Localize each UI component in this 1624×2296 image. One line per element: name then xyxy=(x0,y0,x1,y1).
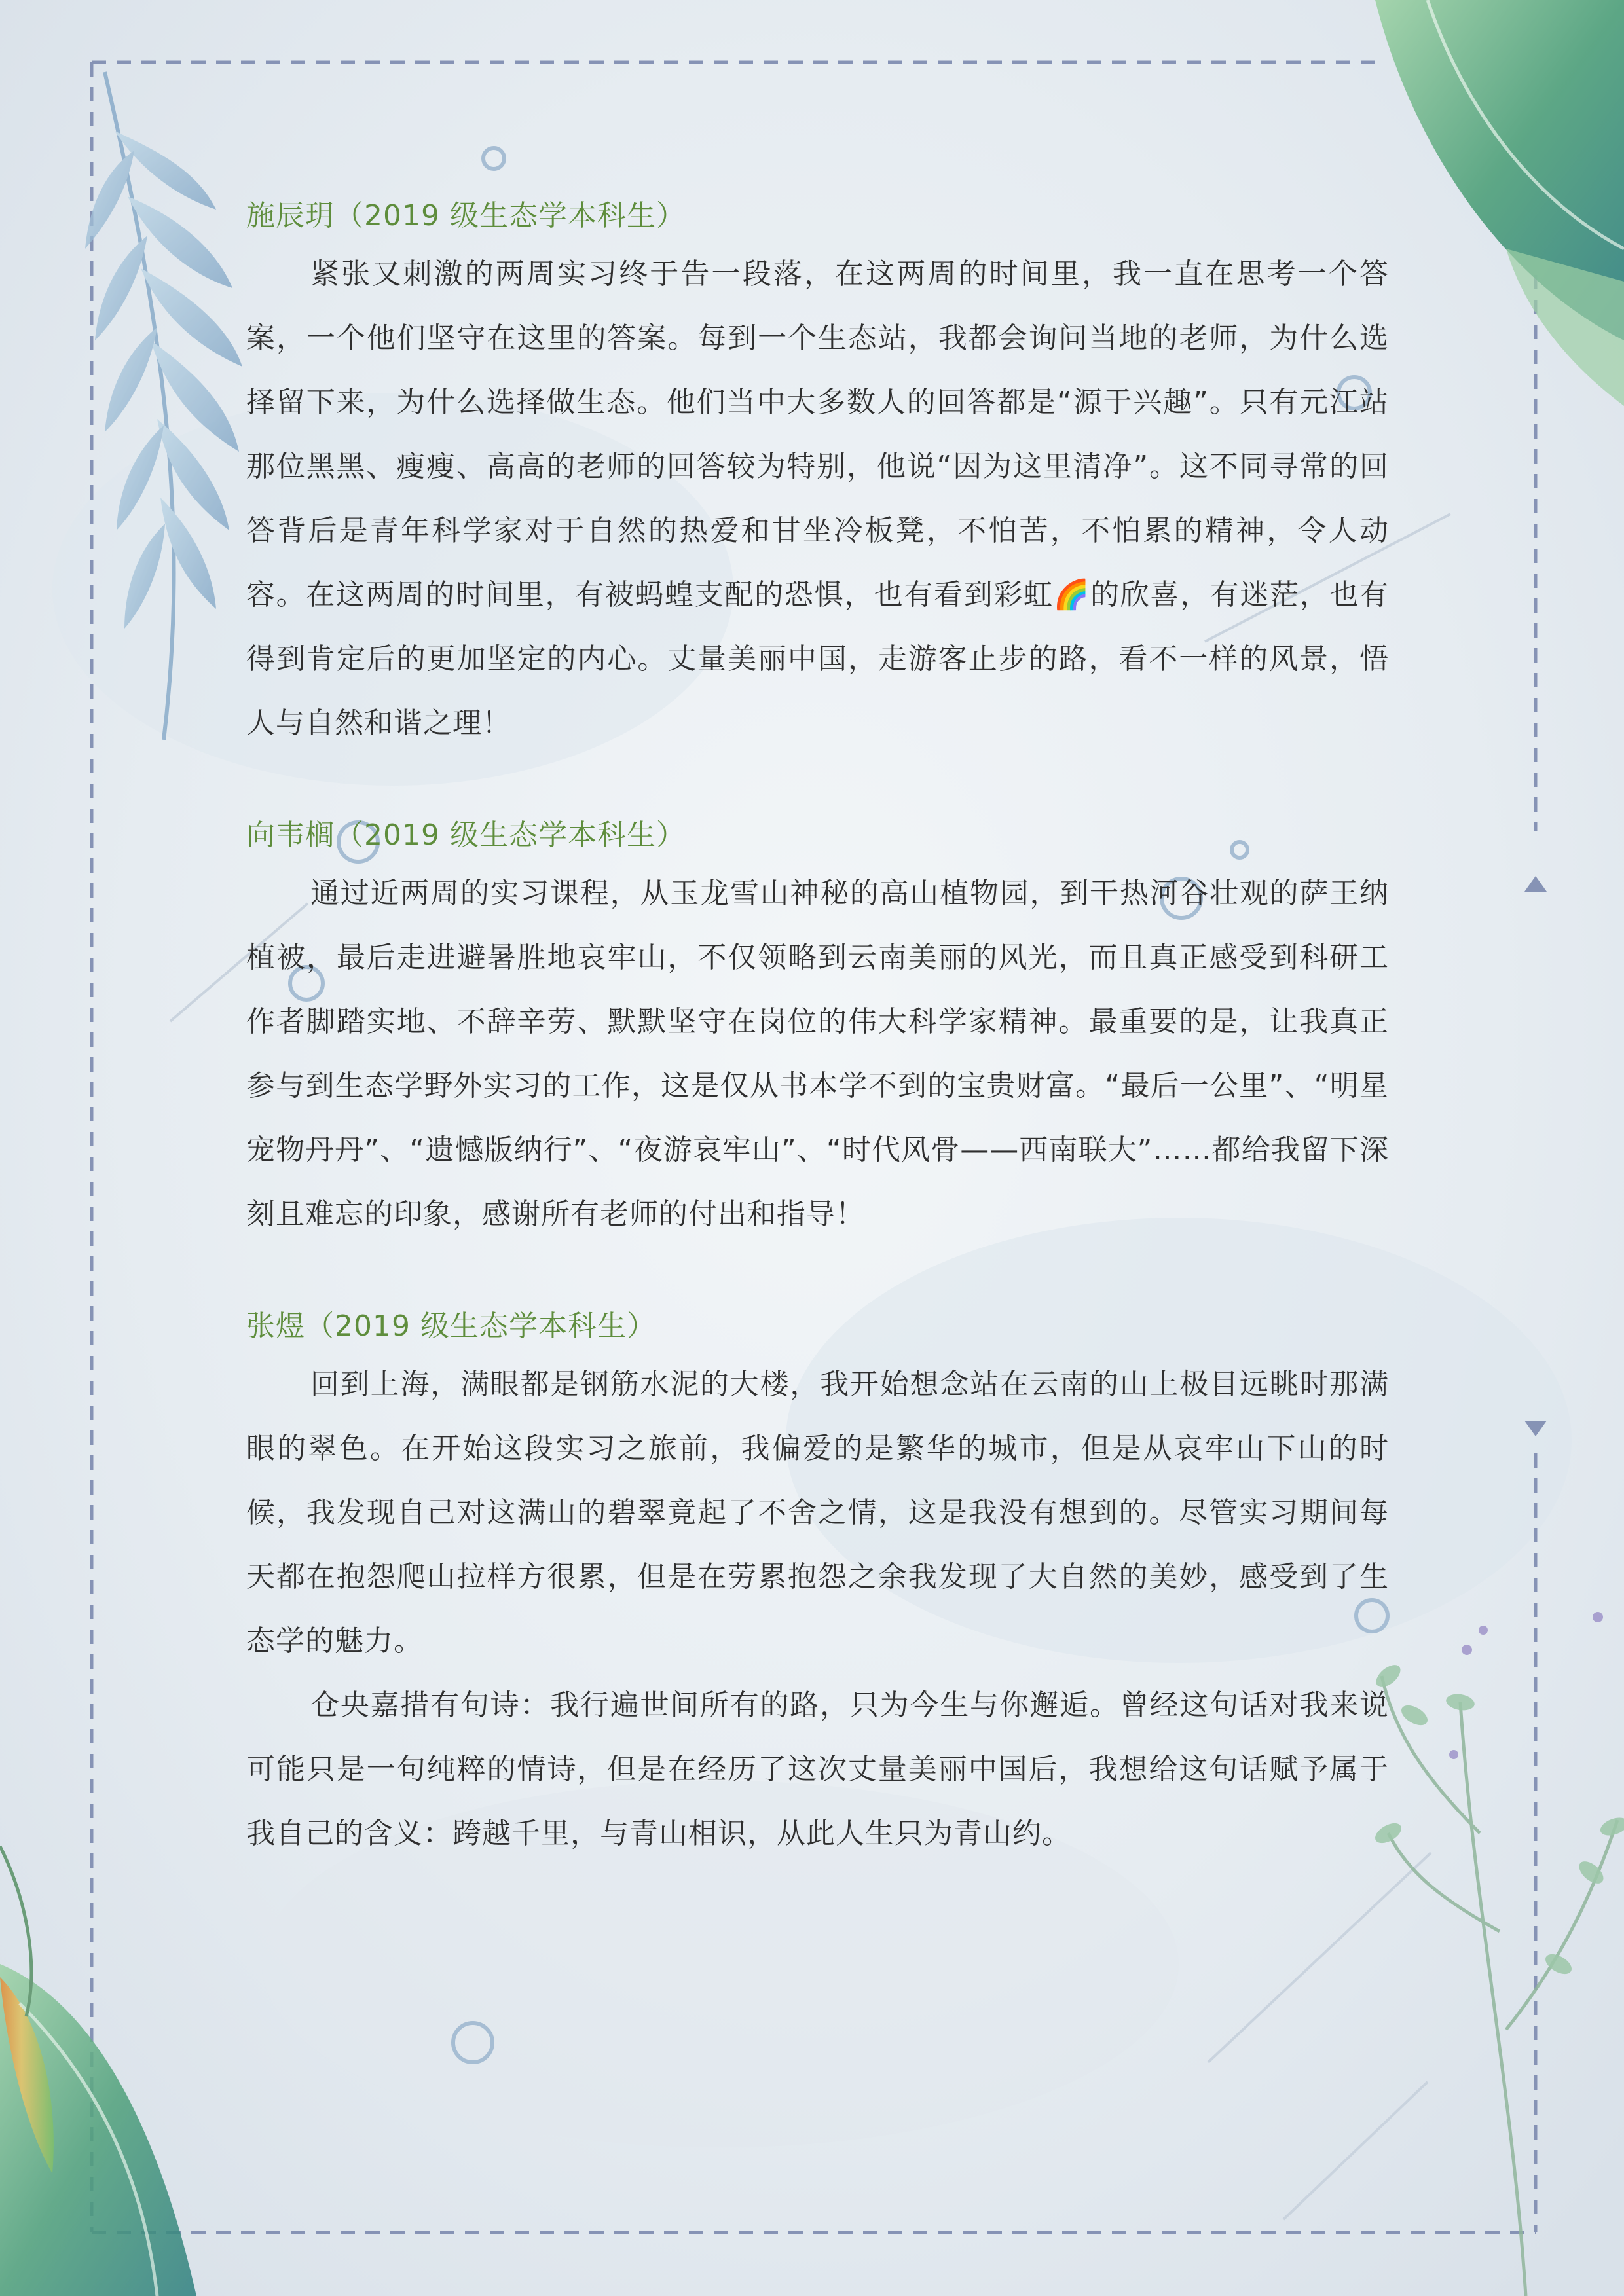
section-heading: 施辰玥（2019 级生态学本科生） xyxy=(246,199,686,232)
section-heading: 张煜（2019 级生态学本科生） xyxy=(246,1309,656,1343)
section-paragraph: 紧张又刺激的两周实习终于告一段落，在这两周的时间里，我一直在思考一个答案，一个他们坚守在这里的答案。每到一个生态站，我都会询问当地的老师，为什么选择留下来，为什么选择做生态。他们当中大多数人的回答都是“源于兴趣”。只有元江站那位黑黑、瘦瘦、高高的老师的回答较为特别，他说“因为这里清净”。这不同寻常的回答背后是青年科学家对于自然的热爱和甘坐冷板凳，不怕苦，不怕累的精神，令人动容。在这两周的时间里，有被蚂蝗支配的恐惧，也有看到彩虹🌈的欣喜，有迷茫，也有得到肯定后的更加坚定的内心。丈量美丽中国，走游客止步的路，看不一样的风景，悟人与自然和谐之理！ xyxy=(246,257,1389,740)
section-paragraph: 仓央嘉措有句诗：我行遍世间所有的路，只为今生与你邂逅。曾经这句话对我来说可能只是一句纯粹的情诗，但是在经历了这次丈量美丽中国后，我想给这句话赋予属于我自己的含义：跨越千里，与青山相识，从此人生只为青山约。 xyxy=(246,1688,1389,1850)
section-1 xyxy=(246,196,1389,756)
section-3 xyxy=(246,1307,1389,1866)
section-heading: 向韦榈（2019 级生态学本科生） xyxy=(246,818,686,852)
section-paragraph: 通过近两周的实习课程，从玉龙雪山神秘的高山植物园，到干热河谷壮观的萨王纳植被，最后走进避暑胜地哀牢山，不仅领略到云南美丽的风光，而且真正感受到科研工作者脚踏实地、不辞辛劳、默默坚守在岗位的伟大科学家精神。最重要的是，让我真正参与到生态学野外实习的工作，这是仅从书本学不到的宝贵财富。“最后一公里”、“明星宠物丹丹”、“遗憾版纳行”、“夜游哀牢山”、“时代风骨——西南联大”……都给我留下深刻且难忘的印象，感谢所有老师的付出和指导！ xyxy=(246,877,1389,1231)
section-paragraph: 回到上海，满眼都是钢筋水泥的大楼，我开始想念站在云南的山上极目远眺时那满眼的翠色。在开始这段实习之旅前，我偏爱的是繁华的城市，但是从哀牢山下山的时候，我发现自己对这满山的碧翠竟起了不舍之情，这是我没有想到的。尽管实习期间每天都在抱怨爬山拉样方很累，但是在劳累抱怨之余我发现了大自然的美妙，感受到了生态学的魅力。 xyxy=(246,1368,1389,1658)
section-2 xyxy=(246,816,1389,1247)
article-body xyxy=(246,196,1389,1866)
